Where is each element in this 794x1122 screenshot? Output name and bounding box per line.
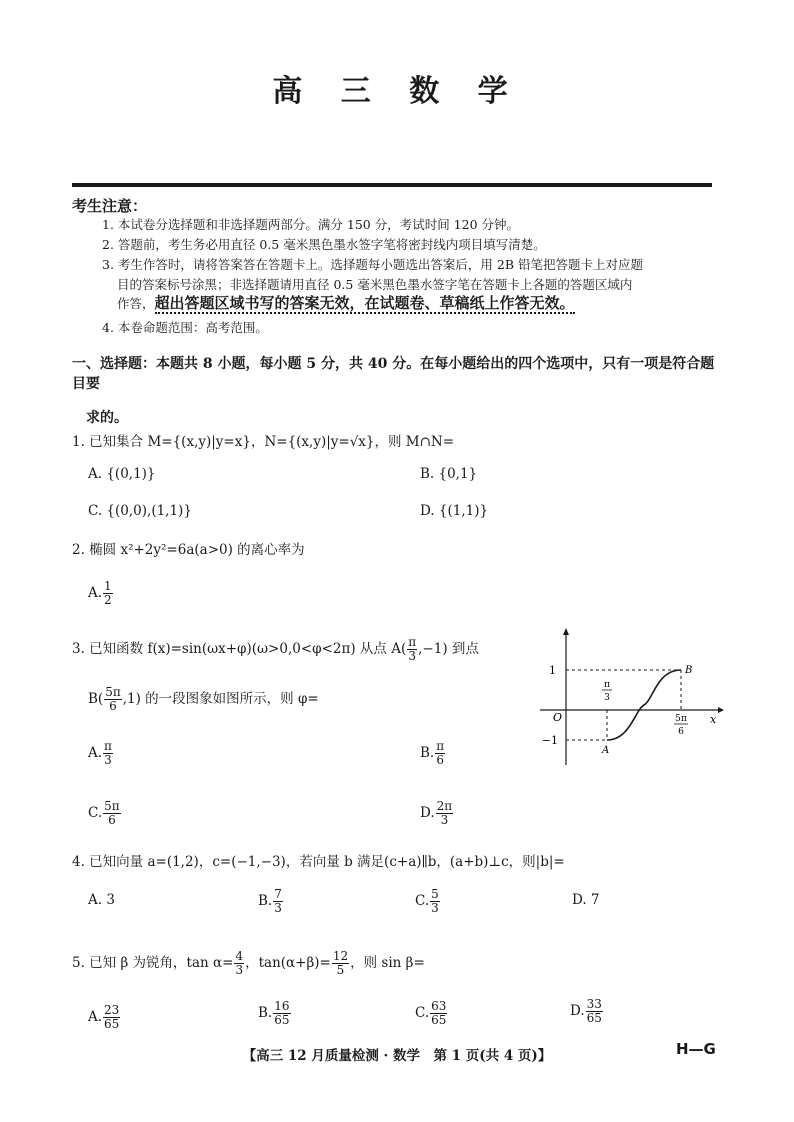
- notice-title: 考生注意：: [72, 197, 148, 215]
- frac-num: 2π: [436, 799, 453, 813]
- q2-stem: 2. 椭圆 x²+2y²=6a(a>0) 的离心率为: [72, 542, 305, 558]
- frac-num: 5π: [104, 799, 120, 813]
- q2-option-a: [88, 580, 114, 607]
- notice-item-3-tail: [117, 294, 575, 313]
- option-fraction: [273, 888, 283, 915]
- section-heading-line2: 求的。: [86, 410, 128, 426]
- tick-a-den: 3: [604, 693, 610, 703]
- option-fraction: [273, 1000, 290, 1027]
- option-fraction: [586, 998, 603, 1025]
- section-heading: [72, 354, 722, 428]
- frac-den: 3: [431, 901, 439, 915]
- section-heading-line1: 一、选择题：本题共 8 小题，每小题 5 分，共 40 分。在每小题给出的四个选项中，只有一项是符合题目要: [72, 356, 715, 392]
- option-fraction: [435, 740, 445, 767]
- q3-stem-line2: [88, 686, 319, 713]
- option-fraction: [436, 800, 454, 827]
- page-title: 高 三 数 学: [272, 74, 522, 109]
- page-footer: 【高三 12 月质量检测 · 数学 第 1 页(共 4 页)】: [242, 1048, 552, 1064]
- q5-stem: [72, 950, 425, 977]
- q5-option-b: [258, 1000, 292, 1027]
- frac-den: 65: [431, 1013, 447, 1027]
- q3-text-d: ,1) 的一段图象如图所示，则 φ=: [122, 691, 319, 707]
- notice-emphasis: 超出答题区域书写的答案无效，在试题卷、草稿纸上作答无效。: [154, 294, 575, 312]
- frac-den: 3: [274, 901, 282, 915]
- x-label: x: [710, 713, 717, 726]
- option-fraction: [430, 888, 440, 915]
- q1-option-a: A. {(0,1)}: [88, 466, 156, 482]
- option-fraction: [430, 1000, 447, 1027]
- q1-stem: 1. 已知集合 M={(x,y)|y=x}，N={(x,y)|y=√x}，则 M∩N=: [72, 434, 455, 450]
- notice-item-3-cont: 目的答案标号涂黑；非选择题请用直径 0.5 毫米黑色墨水签字笔在答题卡上各题的答题区域内: [117, 277, 633, 292]
- y-label-neg1: −1: [541, 734, 558, 747]
- option-label: B.: [258, 893, 273, 909]
- q5-option-d: [570, 998, 604, 1025]
- q5-frac-2: [332, 950, 349, 977]
- frac-den: 65: [586, 1011, 602, 1025]
- frac-den: 65: [104, 1017, 120, 1031]
- q3-text-a: 3. 已知函数 f(x)=sin(ωx+φ)(ω>0,0<φ<2π) 从点 A(: [72, 641, 407, 657]
- point-a-label: A: [602, 745, 610, 756]
- option-label: B.: [258, 1005, 273, 1021]
- frac-den: 6: [109, 699, 117, 713]
- option-fraction: [103, 1004, 120, 1031]
- q2-option-a-label: A.: [88, 585, 103, 601]
- frac-num: 7: [274, 887, 282, 901]
- frac-num: 1: [104, 579, 112, 593]
- q3-option-d: [420, 800, 454, 827]
- q5-frac-1: [234, 950, 244, 977]
- q4-stem: 4. 已知向量 a=(1,2)，c=(−1,−3)，若向量 b 满足(c+a)∥b，(a+b)⊥c，则|b|=: [72, 854, 565, 870]
- option-label: B.: [420, 745, 435, 761]
- option-label: A.: [88, 1009, 103, 1025]
- point-b-label: B: [685, 665, 693, 676]
- q5-option-a: [88, 1004, 121, 1031]
- q3-option-a: [88, 740, 114, 767]
- option-label: D.: [570, 1003, 585, 1019]
- q4-option-a: A. 3: [88, 892, 115, 908]
- y-label-1: 1: [549, 664, 556, 677]
- q4-option-b: [258, 888, 284, 915]
- q5-option-c: [415, 1000, 448, 1027]
- q3-frac-a: [407, 636, 417, 663]
- q3-stem-line1: [72, 636, 479, 663]
- notice-tail-text: 作答，: [117, 296, 155, 311]
- q1-option-b: B. {0,1}: [420, 466, 478, 482]
- option-label: C.: [415, 1005, 430, 1021]
- header-rule: [72, 183, 712, 187]
- frac-den: 6: [108, 813, 116, 827]
- tick-b-num: 5π: [675, 714, 687, 724]
- option-label: A.: [88, 745, 103, 761]
- q4-option-d: D. 7: [572, 892, 600, 908]
- frac-num: π: [408, 635, 417, 649]
- tick-b-den: 6: [678, 727, 684, 737]
- option-fraction: [103, 740, 113, 767]
- q4-option-c: [415, 888, 441, 915]
- origin-label: O: [553, 711, 563, 724]
- frac-num: 5π: [105, 685, 121, 699]
- frac-num: 33: [586, 997, 602, 1011]
- q1-option-d: D. {(1,1)}: [420, 503, 489, 519]
- frac-den: 65: [274, 1013, 290, 1027]
- frac-num: π: [436, 739, 445, 753]
- q5-text-a: 5. 已知 β 为锐角，tan α=: [72, 955, 234, 971]
- q3-text-b: ,−1) 到点: [418, 641, 479, 657]
- option-label: C.: [88, 805, 103, 821]
- frac-den: 6: [436, 753, 444, 767]
- q3-graph: [535, 625, 725, 770]
- frac-num: 23: [104, 1003, 120, 1017]
- frac-den: 3: [235, 963, 244, 977]
- frac-den: 3: [440, 813, 449, 827]
- q3-text-c: B(: [88, 691, 104, 707]
- x-axis-arrow: [718, 707, 724, 713]
- sine-curve: [607, 670, 681, 740]
- frac-den: 2: [104, 593, 112, 607]
- q3-frac-b: [104, 686, 122, 713]
- frac-num: 12: [332, 949, 349, 963]
- paper-code: H—G: [676, 1040, 716, 1058]
- frac-num: 63: [431, 999, 447, 1013]
- y-axis-arrow: [563, 628, 569, 635]
- notice-item-4: 4. 本卷命题范围：高考范围。: [102, 320, 268, 335]
- frac-num: π: [104, 739, 112, 753]
- q3-option-b: [420, 740, 446, 767]
- q5-text-b: ，tan(α+β)=: [245, 955, 331, 971]
- frac-den: 3: [408, 649, 417, 663]
- q2-option-a-fraction: [103, 580, 113, 607]
- frac-den: 5: [336, 963, 345, 977]
- notice-item-1: 1. 本试卷分选择题和非选择题两部分。满分 150 分，考试时间 120 分钟。: [102, 217, 520, 232]
- q1-option-c: C. {(0,0),(1,1)}: [88, 503, 192, 519]
- notice-item-3: 3. 考生作答时，请将答案答在答题卡上。选择题每小题选出答案后，用 2B 铅笔把答题卡上对应题: [102, 257, 643, 272]
- option-label: C.: [415, 893, 430, 909]
- option-fraction: [103, 800, 121, 827]
- tick-a-num: π: [604, 680, 610, 690]
- frac-num: 16: [274, 999, 290, 1013]
- frac-den: 3: [104, 753, 112, 767]
- notice-item-2: 2. 答题前，考生务必用直径 0.5 毫米黑色墨水签字笔将密封线内项目填写清楚。: [102, 237, 546, 252]
- q3-option-c: [88, 800, 122, 827]
- frac-num: 4: [235, 949, 244, 963]
- frac-num: 5: [431, 887, 439, 901]
- option-label: D.: [420, 805, 435, 821]
- q5-text-c: ，则 sin β=: [350, 955, 425, 971]
